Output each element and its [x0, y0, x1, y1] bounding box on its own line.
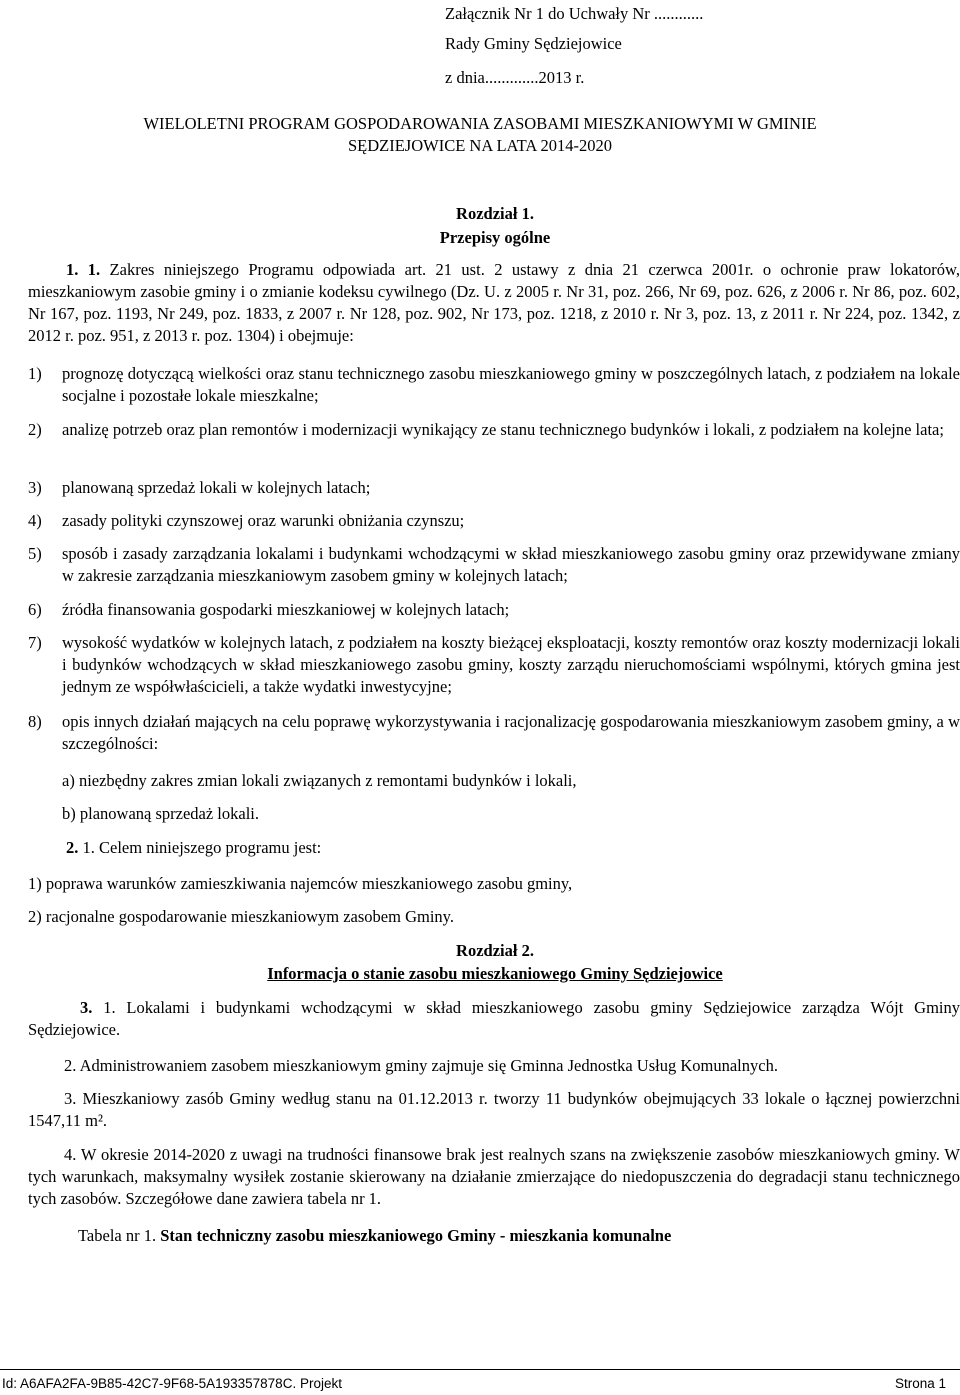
title-line-2: SĘDZIEJOWICE NA LATA 2014-2020 — [347, 136, 613, 155]
goal-item: 2) racjonalne gospodarowanie mieszkaniowym zasobem Gminy. — [28, 907, 454, 926]
list-item — [28, 632, 960, 698]
page-number: Strona 1 — [894, 1376, 946, 1391]
list-item — [28, 477, 960, 499]
list-item — [28, 599, 960, 621]
list-item-number: 5) — [28, 544, 42, 563]
list-item — [28, 419, 960, 441]
annex-line: Załącznik Nr 1 do Uchwały Nr ............ — [445, 4, 704, 23]
paragraph-3-mark: 3. — [80, 998, 93, 1017]
list-item-text: prognozę dotyczącą wielkości oraz stanu technicznego zasobu mieszkaniowego gminy w poszczególnych latach, z podziałem na lokale socjalne i pozostałe lokale mieszkalne; — [62, 364, 960, 405]
chapter1-label: Rozdział 1. — [456, 204, 534, 223]
list-item-text: wysokość wydatków w kolejnych latach, z podziałem na koszty bieżącej eksploatacji, koszty remontów oraz koszty modernizacji lokali i budynków wchodzących w skład mieszkaniowego zasobu gminy, koszty zarządu nieruchomościami wspólnymi, których gmina jest jednym ze współwłaścicieli, a także wydatki inwestycyjne; — [62, 633, 960, 696]
list-item-text: zasady polityki czynszowej oraz warunki obniżania czynszu; — [62, 511, 465, 530]
chapter2-label: Rozdział 2. — [456, 941, 534, 960]
list-item-text: źródła finansowania gospodarki mieszkaniowej w kolejnych latach; — [62, 600, 510, 619]
list-item-text: analizę potrzeb oraz plan remontów i modernizacji wynikający ze stanu technicznego budynków i lokali, z podziałem na kolejne lata; — [62, 420, 944, 439]
list-item-number: 2) — [28, 420, 42, 439]
list-item — [28, 510, 960, 532]
list-item-number: 6) — [28, 600, 42, 619]
list-item-number: 1) — [28, 364, 42, 383]
paragraph-3-4: 4. W okresie 2014-2020 z uwagi na trudności finansowe brak jest realnych szans na zwiększenie zasobów mieszkaniowych gminy. W tych warunkach, maksymalny wysiłek zostanie skierowany na działanie zmierzające do niedopuszczenia do degradacji stanu technicznego tych zasobów. Szczegółowe dane zawiera tabela nr 1. — [28, 1145, 960, 1208]
chapter1-title: Przepisy ogólne — [439, 228, 551, 247]
table-title: Stan techniczny zasobu mieszkaniowego Gminy - mieszkania komunalne — [160, 1226, 672, 1245]
list-item-number: 8) — [28, 712, 42, 731]
paragraph-2-mark: 2. — [66, 838, 79, 857]
date-line: z dnia.............2013 r. — [445, 68, 585, 87]
paragraph-1 — [28, 259, 960, 347]
document-id: Id: A6AFA2FA-9B85-42C7-9F68-5A193357878C. Projekt — [2, 1376, 342, 1391]
chapter2-title: Informacja o stanie zasobu mieszkaniowego Gminy Sędziejowice — [267, 964, 723, 983]
title-line-1: WIELOLETNI PROGRAM GOSPODAROWANIA ZASOBAMI MIESZKANIOWYMI W GMINIE — [143, 114, 817, 133]
paragraph-3-3: 3. Mieszkaniowy zasób Gminy według stanu na 01.12.2013 r. tworzy 11 budynków obejmujących 33 lokale o łącznej powierzchni 1547,11 m². — [28, 1089, 960, 1130]
list-item-number: 3) — [28, 478, 42, 497]
list-item-number: 7) — [28, 633, 42, 652]
sub-item: b) planowaną sprzedaż lokali. — [62, 804, 260, 823]
table-caption — [78, 1225, 671, 1247]
page-footer — [0, 1369, 960, 1394]
sub-item: a) niezbędny zakres zmian lokali związanych z remontami budynków i lokali, — [62, 771, 577, 790]
paragraph-1-mark: 1. 1. — [66, 260, 101, 279]
paragraph-2 — [66, 837, 321, 859]
list-item — [28, 711, 960, 755]
list-item-number: 4) — [28, 511, 42, 530]
paragraph-3-2: 2. Administrowaniem zasobem mieszkaniowym gminy zajmuje się Gminna Jednostka Usług Komunalnych. — [64, 1056, 778, 1075]
table-label: Tabela nr 1. — [78, 1226, 157, 1245]
paragraph-2-text: 1. Celem niniejszego programu jest: — [78, 838, 322, 857]
council-line: Rady Gminy Sędziejowice — [445, 34, 622, 53]
goal-item: 1) poprawa warunków zamieszkiwania najemców mieszkaniowego zasobu gminy, — [28, 874, 573, 893]
paragraph-3-text: 1. Lokalami i budynkami wchodzącymi w skład mieszkaniowego zasobu gminy Sędziejowice zarządza Wójt Gminy Sędziejowice. — [28, 998, 960, 1039]
list-item — [28, 543, 960, 587]
list-item-text: sposób i zasady zarządzania lokalami i budynkami wchodzącymi w skład mieszkaniowego zasobu gminy oraz przewidywane zmiany w zakresie zarządzania mieszkaniowym zasobem gminy w kolejnych latach; — [62, 544, 960, 585]
paragraph-1-text: Zakres niniejszego Programu odpowiada art. 21 ust. 2 ustawy z dnia 21 czerwca 2001r. o ochronie praw lokatorów, mieszkaniowym zasobie gminy i o zmianie kodeksu cywilnego (Dz. U. z 2005 r. Nr 31, poz. 266, Nr 69, poz. 626, z 2006 r. Nr 86, poz. 602, Nr 167, poz. 1193, Nr 249, poz. 1833, z 2007 r. Nr 128, poz. 902, Nr 173, poz. 1218, z 2010 r. Nr 3, poz. 13, z 2011 r. Nr 224, poz. 1342, z 2012 r. poz. 951, z 2013 r. poz. 1304) i obejmuje: — [28, 260, 960, 345]
document-title — [0, 113, 960, 157]
list-item-text: opis innych działań mających na celu poprawę wykorzystywania i racjonalizację gospodarowania mieszkaniowym zasobem gminy, a w szczególności: — [62, 712, 960, 753]
list-item — [28, 363, 960, 407]
list-item-text: planowaną sprzedaż lokali w kolejnych latach; — [62, 478, 371, 497]
paragraph-3 — [28, 997, 960, 1041]
